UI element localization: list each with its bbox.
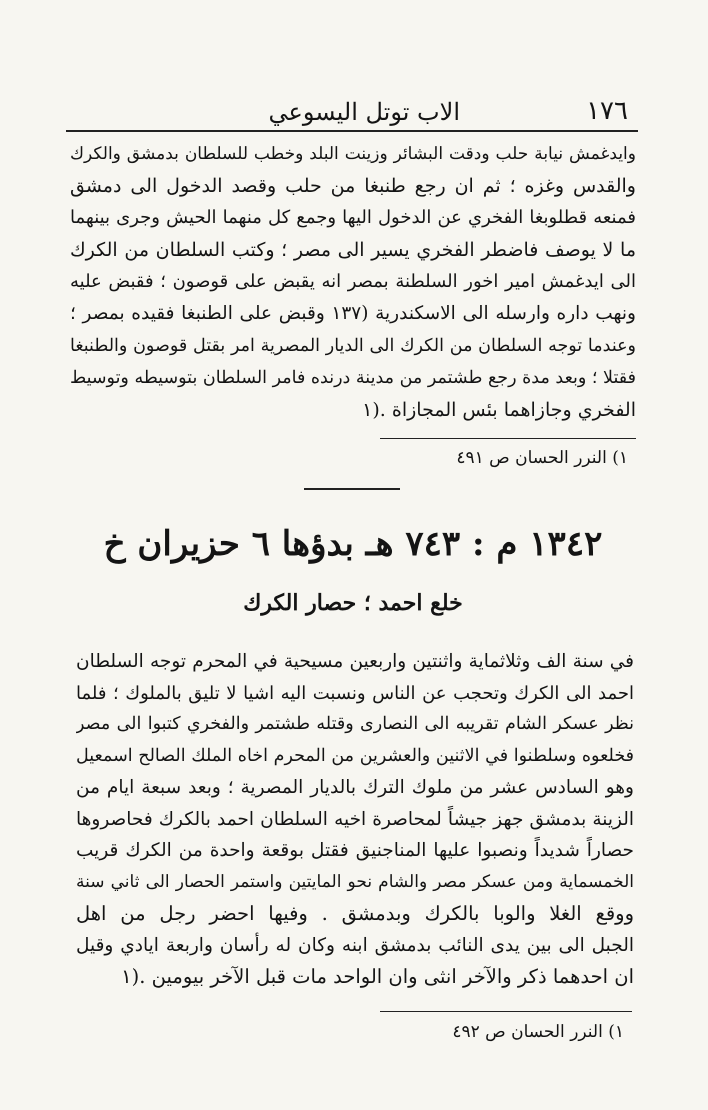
text-line: في سنة الف وثلاثماية واثنتين واربعين مسيحية في المحرم توجه السلطان xyxy=(76,651,634,672)
text-line: والقدس وغزه ؛ ثم ان رجع طنبغا من حلب وقصد الدخول الى دمشق xyxy=(70,175,636,197)
text-line: فمنعه قطلوبغا الفخري عن الدخول اليها وجمع كل منهما الحيش وجرى بينهما xyxy=(70,207,636,228)
footnote-rule xyxy=(380,1011,632,1012)
text-line: ان احدهما ذكر والآخر انثى وان الواحد مات قبل الآخر بيومين .(١ xyxy=(121,965,634,988)
header-rule xyxy=(66,130,638,132)
text-line: حصاراً شديداً ونصبوا عليها المناجنيق فقتل بوقعة واحدة من الكرك قريب xyxy=(76,840,634,861)
text-line: الخمسماية ومن عسكر مصر والشام نحو المايتين واستمر الحصار الى ثاني سنة xyxy=(76,871,634,892)
footnote-1: ١) النرر الحسان ص ٤٩١ xyxy=(456,448,628,468)
footnote-rule xyxy=(380,438,636,439)
text-line: وايدغمش نيابة حلب ودقت البشائر وزينت البلد وخطب للسلطان بدمشق والكرك xyxy=(70,144,636,164)
running-title: الاب توتل اليسوعي xyxy=(268,98,460,126)
body-paragraph-1 xyxy=(70,138,636,426)
text-line: ووقع الغلا والوبا بالكرك وبدمشق . وفيها احضر رجل من اهل xyxy=(76,902,634,925)
text-line: ما لا يوصف فاضطر الفخري يسير الى مصر ؛ وكتب السلطان من الكرك xyxy=(70,239,636,261)
page-header xyxy=(60,92,640,130)
text-line: احمد الى الكرك وتحجب عن الناس ونسبت اليه اشيا لا تليق بالملوك ؛ فلما xyxy=(76,682,634,704)
text-line: فقتلا ؛ وبعد مدة رجع طشتمر من مدينة درنده فامر السلطان بتوسيطه وتوسيط xyxy=(70,368,636,388)
text-line: نظر عسكر الشام تقريبه الى النصارى وقتله طشتمر والفخري كتبوا الى مصر xyxy=(76,714,634,734)
year-heading: ١٣٤٢ م : ٧٤٣ هـ بدؤها ٦ حزيران خ xyxy=(103,524,603,564)
text-line: الى ايدغمش امير اخور السلطنة بمصر انه يقبض على قوصون ؛ فقبض عليه xyxy=(70,271,636,292)
text-line: فخلعوه وسلطنوا في الاثنين والعشرين من المحرم اخاه الملك الصالح اسمعيل xyxy=(76,745,634,766)
text-line: الزينة بدمشق جهز جيشاً لمحاصرة اخيه السلطان احمد بالكرك فحاصروها xyxy=(76,808,634,830)
chapter-title: خلع احمد ؛ حصار الكرك xyxy=(243,590,463,616)
text-line: وعندما توجه السلطان من الكرك الى الديار المصرية امر بقتل قوصون والطنبغا xyxy=(70,336,636,356)
footnote-2: ١) النرر الحسان ص ٤٩٢ xyxy=(452,1022,624,1042)
text-line: ونهب داره وارسله الى الاسكندرية (١٣٧ وقبض على الطنبغا فقيده بمصر ؛ xyxy=(70,303,636,324)
text-line: الفخري وجازاهما بئس المجازاة .(١ xyxy=(362,399,636,421)
body-paragraph-2 xyxy=(76,646,634,993)
page-number: ١٧٦ xyxy=(586,96,628,126)
text-line: وهو السادس عشر من ملوك الترك بالديار المصرية ؛ وبعد سبعة ايام من xyxy=(76,777,634,798)
text-line: الجبل الى بين يدى النائب بدمشق ابنه وكان له رأسان واربعة ايادي وقيل xyxy=(76,934,634,956)
section-divider xyxy=(304,488,400,490)
